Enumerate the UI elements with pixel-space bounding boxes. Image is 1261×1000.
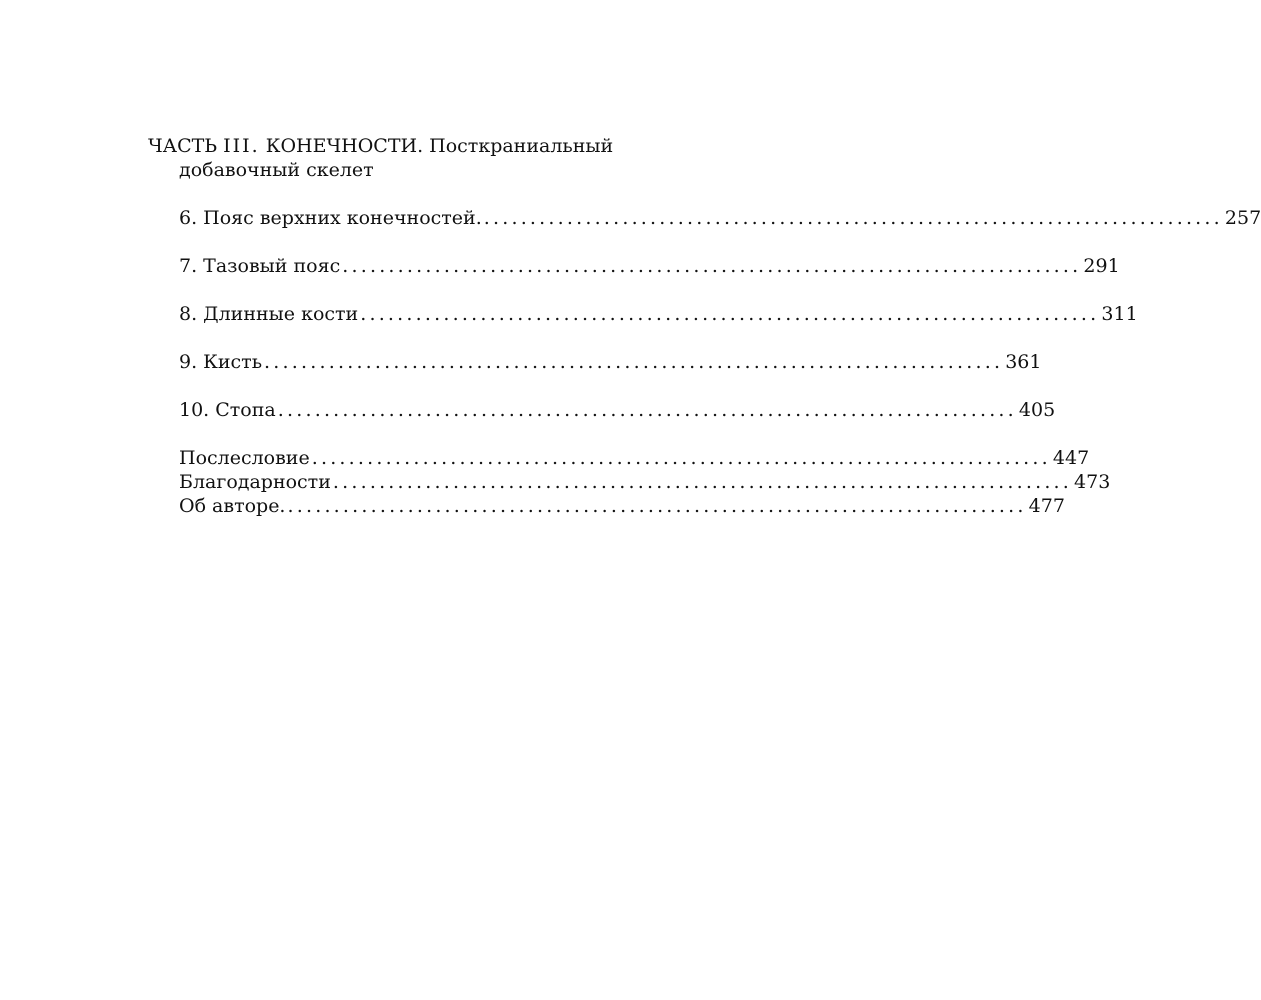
table-of-contents <box>148 134 1261 518</box>
toc-entries <box>179 206 1261 518</box>
part-number: III. <box>223 135 260 157</box>
entry-page: 473 <box>1074 471 1111 493</box>
dot-leader: ................................................................................ <box>360 303 1100 325</box>
entry-page: 291 <box>1083 255 1120 277</box>
entry-page: 477 <box>1028 495 1065 517</box>
toc-entry[interactable] <box>179 302 1138 326</box>
entry-title: Благодарности <box>179 471 331 493</box>
toc-entry[interactable] <box>179 398 1056 422</box>
part-title: КОНЕЧНОСТИ. Посткраниальный добавочный скелет <box>179 135 614 181</box>
dot-leader: ................................................................................ <box>332 471 1073 493</box>
toc-entry[interactable] <box>179 494 1065 518</box>
entry-page: 311 <box>1101 303 1138 325</box>
dot-leader: ................................................................................ <box>483 207 1223 229</box>
toc-entry[interactable] <box>179 470 1111 494</box>
dot-leader: ................................................................................ <box>342 255 1082 277</box>
entry-title: Об авторе. <box>179 495 286 517</box>
entry-title: Послесловие <box>179 447 310 469</box>
part-heading <box>148 134 688 182</box>
entry-page: 257 <box>1224 207 1261 229</box>
entry-page: 447 <box>1052 447 1090 469</box>
entry-title: 8. Длинные кости <box>179 303 359 325</box>
toc-entry[interactable] <box>179 446 1090 470</box>
dot-leader: ................................................................................ <box>277 399 1017 421</box>
dot-leader: ................................................................................ <box>264 351 1004 373</box>
entry-page: 405 <box>1018 399 1056 421</box>
entry-title: 7. Тазовый пояс <box>179 255 341 277</box>
entry-title: 10. Стопа <box>179 399 276 421</box>
part-label: ЧАСТЬ <box>148 135 218 157</box>
dot-leader: ................................................................................ <box>311 447 1051 469</box>
toc-entry[interactable] <box>179 350 1042 374</box>
toc-entry[interactable] <box>179 206 1261 230</box>
entry-page: 361 <box>1005 351 1042 373</box>
dot-leader: ................................................................................ <box>287 495 1027 517</box>
entry-title: 9. Кисть <box>179 351 263 373</box>
entry-title: 6. Пояс верхних конечностей. <box>179 207 482 229</box>
toc-entry[interactable] <box>179 254 1120 278</box>
